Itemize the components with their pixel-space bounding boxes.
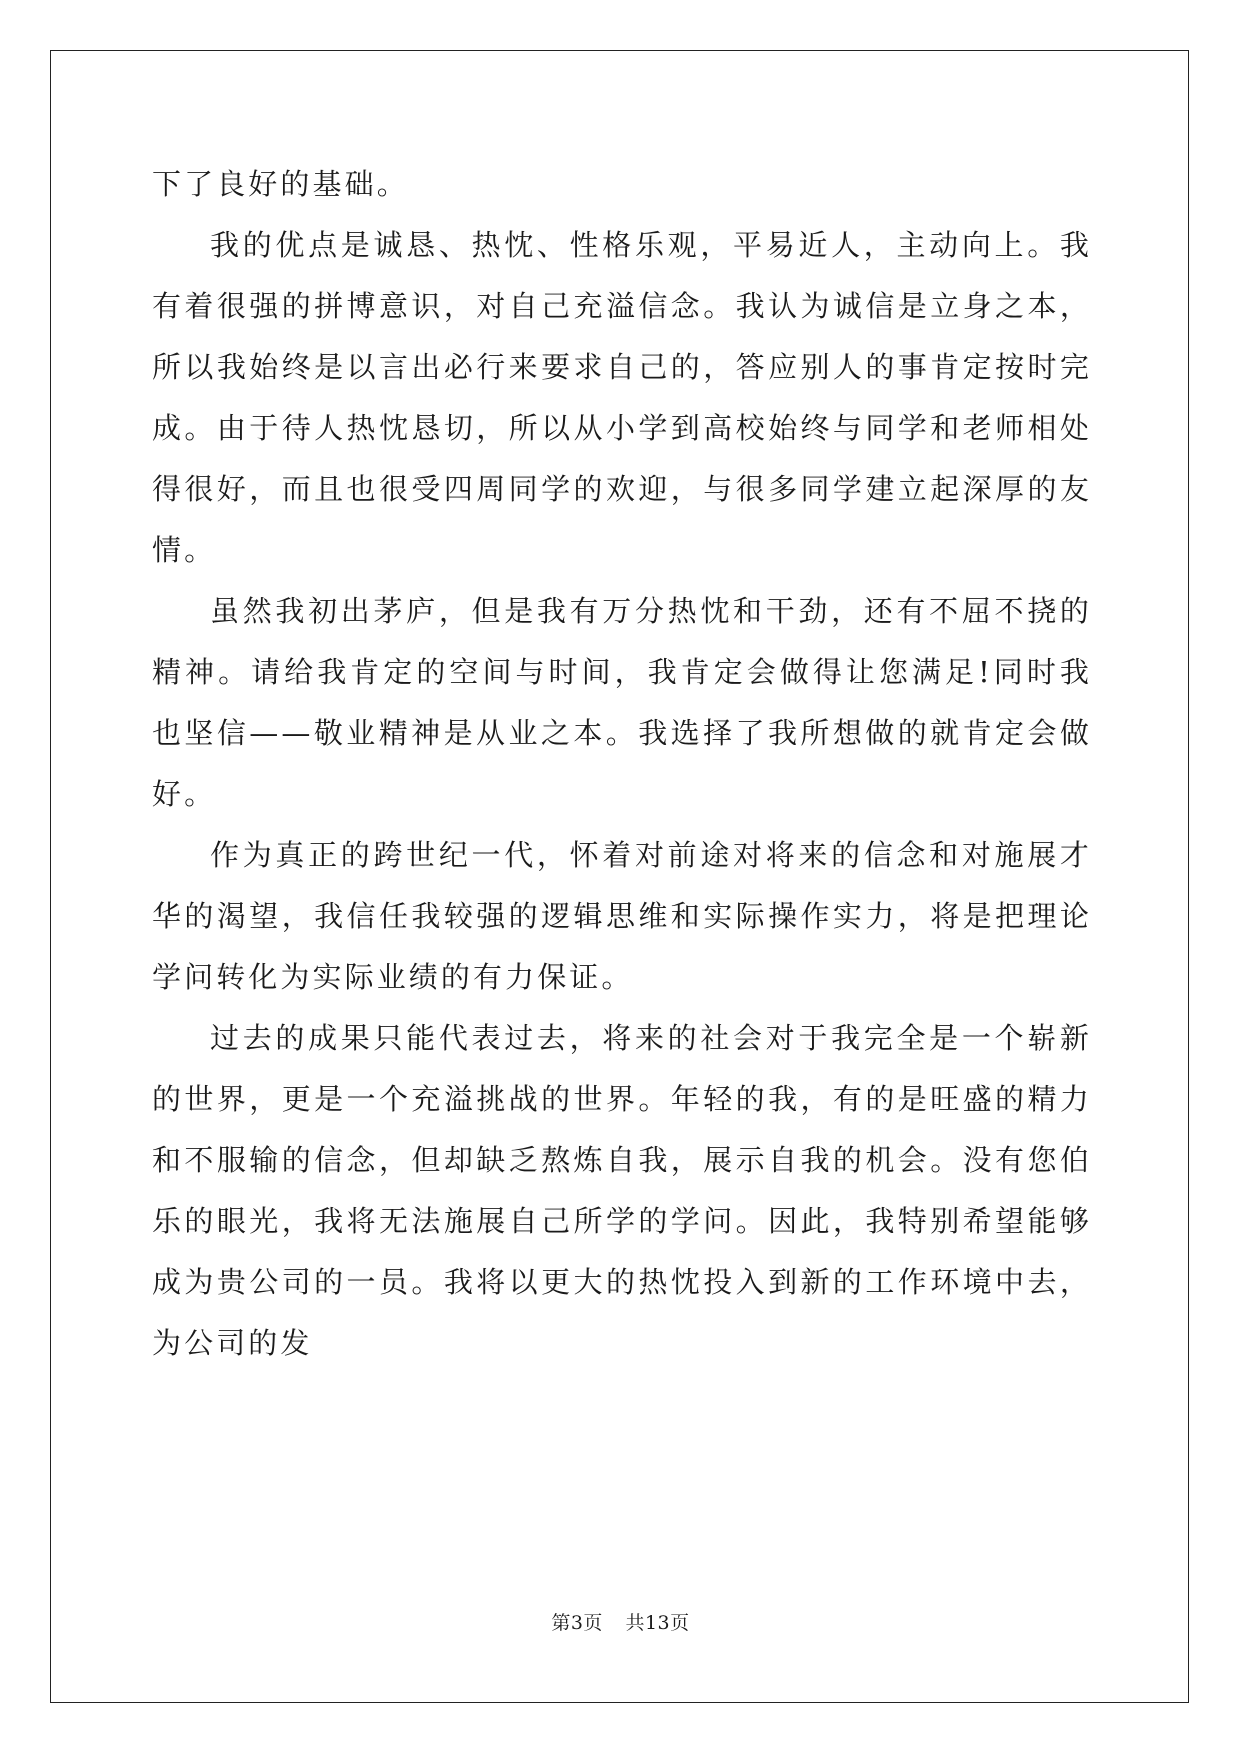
- paragraph-future: 过去的成果只能代表过去，将来的社会对于我完全是一个崭新的世界，更是一个充溢挑战的世界。年轻的我，有的是旺盛的精力和不服输的信念，但却缺乏熬炼自我，展示自我的机会。没有您伯乐的眼光，我将无法施展自己所学的学问。因此，我特别希望能够成为贵公司的一员。我将以更大的热忱投入到新的工作环境中去，为公司的发: [152, 1021, 1092, 1360]
- paragraph-generation: 作为真正的跨世纪一代，怀着对前途对将来的信念和对施展才华的渴望，我信任我较强的逻辑思维和实际操作实力，将是把理论学问转化为实际业绩的有力保证。: [152, 838, 1092, 994]
- paragraph-strengths: 我的优点是诚恳、热忱、性格乐观，平易近人，主动向上。我有着很强的拼博意识，对自己充溢信念。我认为诚信是立身之本，所以我始终是以言出必行来要求自己的，答应别人的事肯定按时完成。由于待人热忱恳切，所以从小学到高校始终与同学和老师相处得很好，而且也很受四周同学的欢迎，与很多同学建立起深厚的友情。: [152, 228, 1092, 567]
- page-footer: [0, 1608, 1241, 1635]
- page-number: 第3页: [551, 1612, 603, 1634]
- paragraph-enthusiasm: 虽然我初出茅庐，但是我有万分热忱和干劲，还有不屈不挠的精神。请给我肯定的空间与时间，我肯定会做得让您满足!同时我也坚信——敬业精神是从业之本。我选择了我所想做的就肯定会做好。: [152, 594, 1092, 811]
- paragraph-continuation: 下了良好的基础。: [152, 167, 409, 201]
- document-body: [152, 154, 1092, 1374]
- page-total: 共13页: [625, 1612, 690, 1634]
